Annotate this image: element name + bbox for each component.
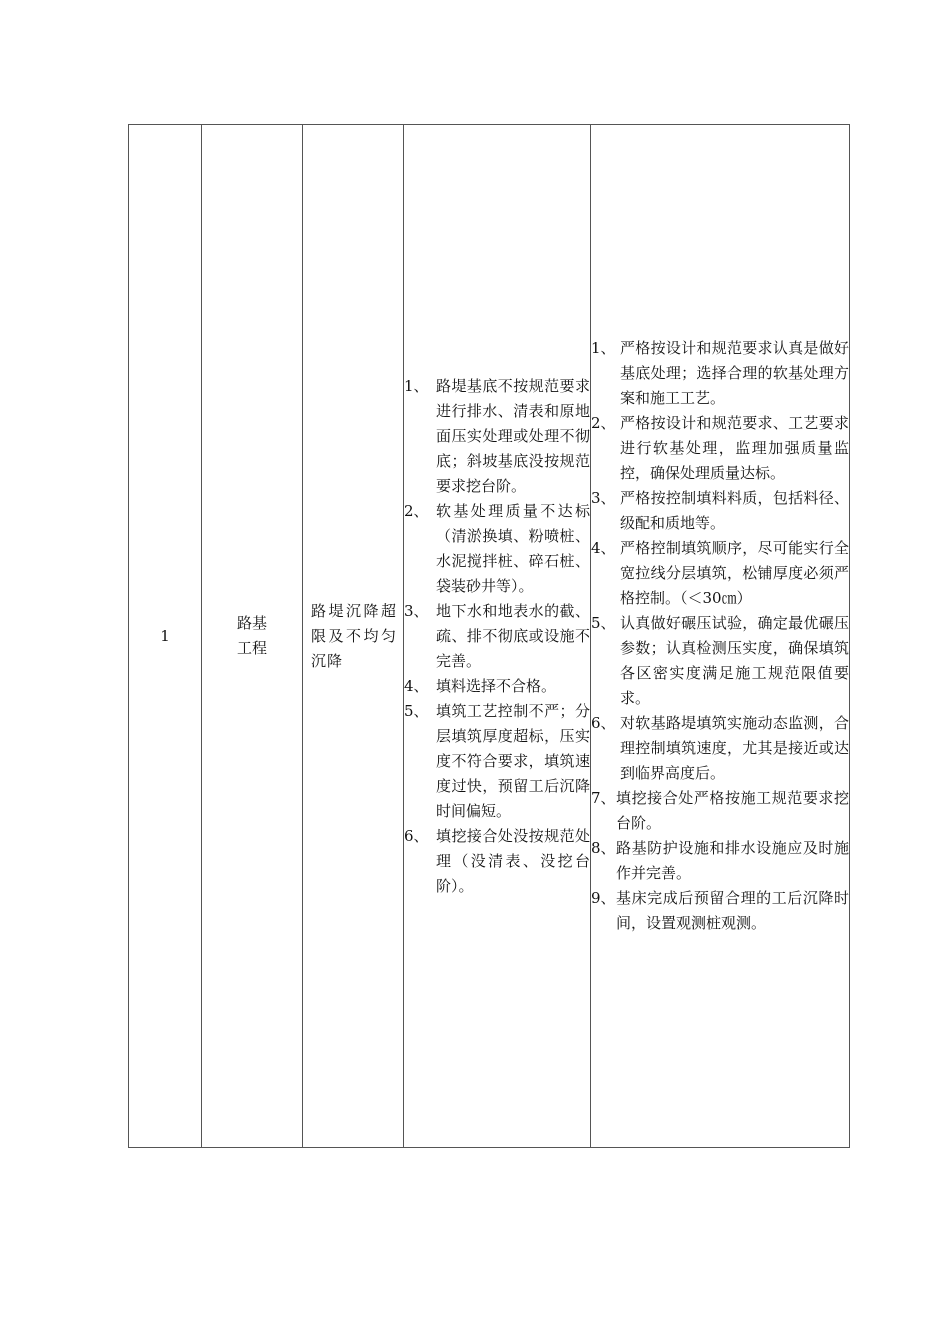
cause-number: 1、	[404, 376, 429, 395]
measure-item	[591, 711, 849, 786]
measure-text: 基床完成后预留合理的工后沉降时间，设置观测桩观测。	[616, 889, 849, 932]
cause-text: 填料选择不合格。	[436, 676, 557, 695]
measure-text: 填挖接合处严格按施工规范要求挖台阶。	[616, 789, 849, 832]
measure-item	[591, 611, 849, 711]
cause-item	[404, 674, 590, 699]
measure-item	[591, 836, 849, 886]
cause-text: 路堤基底不按规范要求进行排水、清表和原地面压实处理或处理不彻底；斜坡基底没按规范要求挖台阶。	[436, 376, 590, 495]
measure-item	[591, 486, 849, 536]
measure-number: 9、	[591, 889, 616, 907]
measure-number: 8、	[591, 839, 616, 857]
measure-item	[591, 536, 849, 611]
table-row	[129, 125, 850, 1148]
causes-list	[404, 374, 590, 899]
measure-text: 严格按设计和规范要求认真是做好基底处理；选择合理的软基处理方案和施工工艺。	[620, 339, 849, 407]
cause-text: 软基处理质量不达标（清淤换填、粉喷桩、水泥搅拌桩、碎石桩、袋装砂井等）。	[436, 501, 590, 595]
row-index-cell	[129, 125, 202, 1148]
category-cell	[202, 125, 303, 1148]
measures-list	[591, 336, 849, 936]
cause-item	[404, 499, 590, 599]
measure-text: 认真做好碾压试验，确定最优碾压参数；认真检测压实度，确保填筑各区密实度满足施工规范限值要求。	[620, 614, 849, 707]
category-label	[232, 611, 272, 661]
measure-number: 5、	[591, 614, 616, 632]
cause-number: 2、	[404, 501, 429, 520]
causes-cell	[404, 125, 591, 1148]
measure-item	[591, 336, 849, 411]
cause-item	[404, 824, 590, 899]
issue-cell	[303, 125, 404, 1148]
measure-number: 2、	[591, 414, 616, 432]
cause-item	[404, 699, 590, 824]
measure-text: 对软基路堤填筑实施动态监测，合理控制填筑速度，尤其是接近或达到临界高度后。	[620, 714, 849, 782]
measure-number: 4、	[591, 539, 616, 557]
cause-item	[404, 374, 590, 499]
category-line-2: 工程	[236, 639, 267, 657]
measure-text: 严格按设计和规范要求、工艺要求进行软基处理，监理加强质量监控，确保处理质量达标。	[620, 414, 849, 482]
cause-number: 5、	[404, 701, 429, 720]
cause-text: 地下水和地表水的截、疏、排不彻底或设施不完善。	[436, 601, 590, 670]
category-line-1: 路基	[236, 614, 267, 632]
measure-item	[591, 786, 849, 836]
measure-item	[591, 886, 849, 936]
measure-number: 1、	[591, 339, 616, 357]
cause-number: 4、	[404, 676, 429, 695]
measure-number: 6、	[591, 714, 616, 732]
measure-number: 3、	[591, 489, 616, 507]
measure-text: 严格控制填筑顺序，尽可能实行全宽拉线分层填筑，松铺厚度必须严格控制。（＜30㎝）	[620, 539, 849, 607]
cause-text: 填筑工艺控制不严；分层填筑厚度超标，压实度不符合要求，填筑速度过快，预留工后沉降时间偏短。	[436, 701, 590, 820]
measure-number: 7、	[591, 789, 616, 807]
row-index: 1	[160, 626, 170, 645]
measure-text: 路基防护设施和排水设施应及时施作并完善。	[616, 839, 849, 882]
measure-item	[591, 411, 849, 486]
cause-number: 6、	[404, 826, 429, 845]
measure-text: 严格按控制填料料质，包括料径、级配和质地等。	[620, 489, 849, 532]
cause-text: 填挖接合处没按规范处理（没清表、没挖台阶）。	[436, 826, 590, 895]
quality-issue-table	[128, 124, 850, 1148]
cause-number: 3、	[404, 601, 429, 620]
cause-item	[404, 599, 590, 674]
issue-text: 路堤沉降超限及不均匀沉降	[311, 601, 397, 670]
measures-cell	[591, 125, 850, 1148]
